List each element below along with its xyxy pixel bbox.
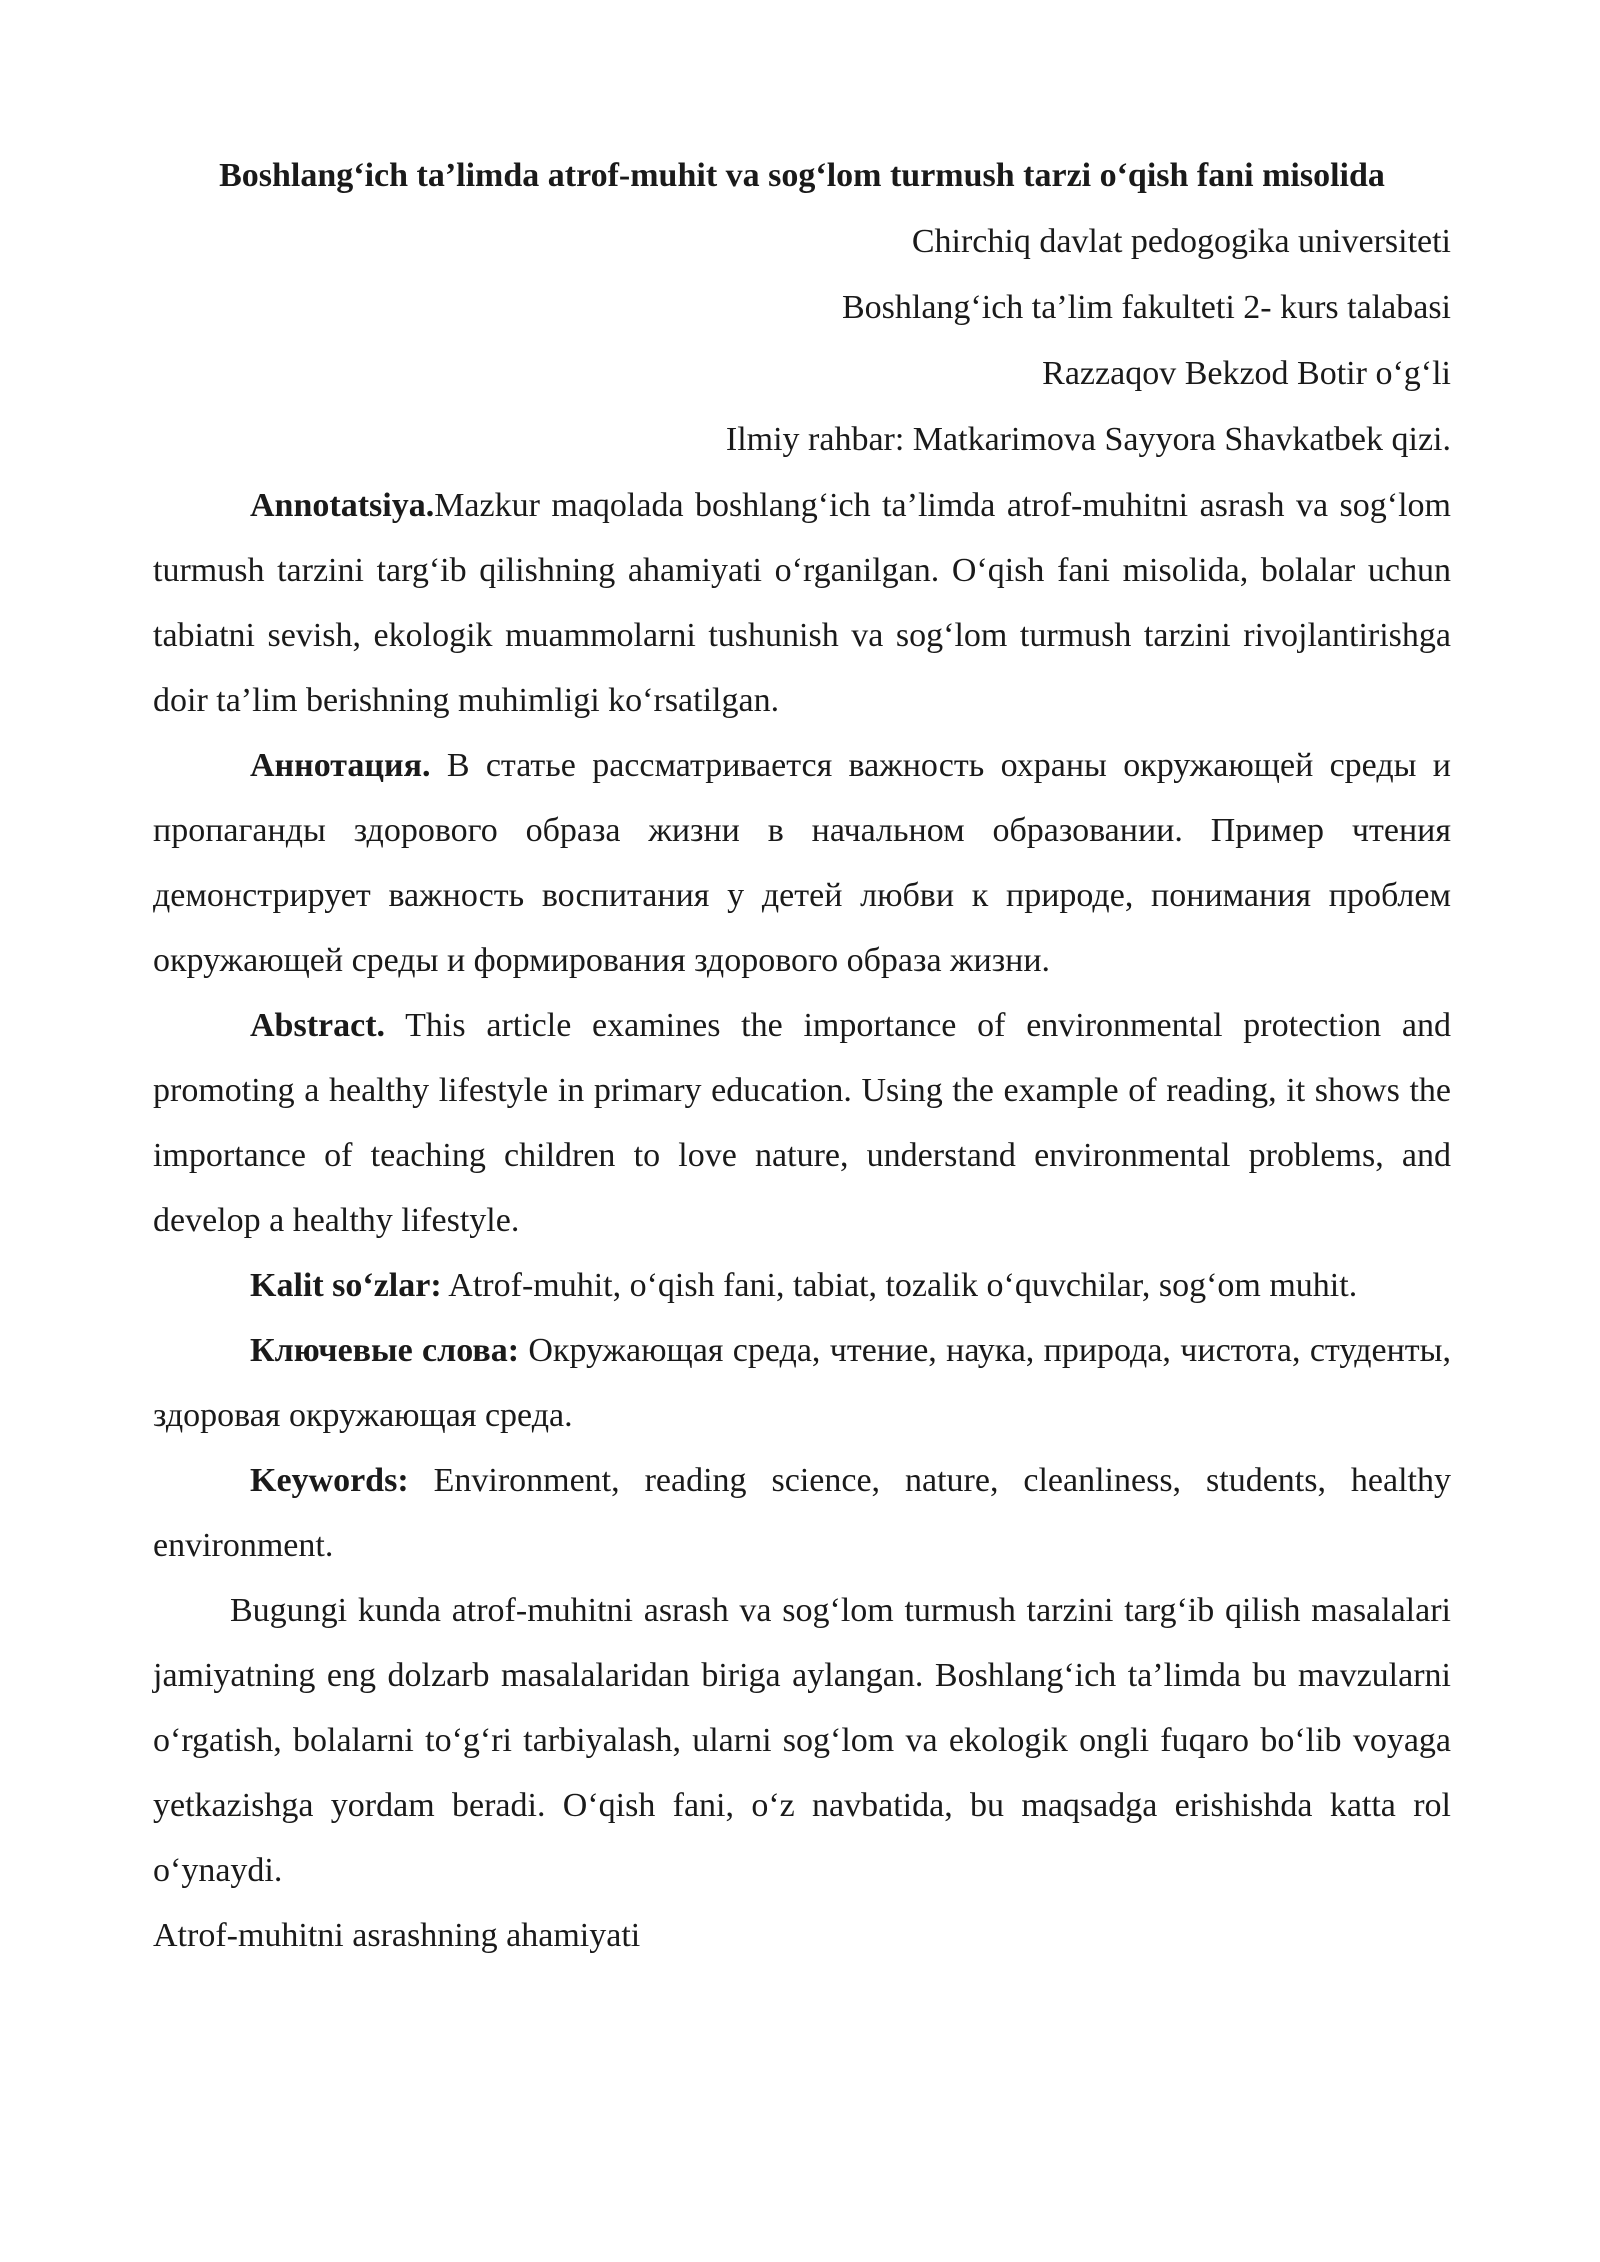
author-block — [153, 209, 1451, 473]
annotation-uz — [153, 473, 1451, 733]
article-title: Boshlang‘ich ta’limda atrof-muhit va sog‘lom turmush tarzi o‘qish fani misolida — [219, 157, 1385, 194]
abstract-en-label: Abstract. — [250, 1007, 386, 1044]
annotation-uz-label: Annotatsiya. — [250, 487, 435, 524]
university-line: Chirchiq davlat pedogogika universiteti — [911, 223, 1451, 260]
keywords-uz-label: Kalit so‘zlar: — [250, 1267, 442, 1304]
section-heading: Atrof-muhitni asrashning ahamiyati — [153, 1917, 641, 1954]
annotation-uz-text: Mazkur maqolada boshlang‘ich ta’limda atrof-muhitni asrash va sog‘lom turmush tarzini targ‘ib qilishning ahamiyati o‘rganilgan. O‘qish fani misolida, bolalar uchun tabiatni sevish, ekologik muammolarni tushunish va sog‘lom turmush tarzini rivojlantirishga doir ta’lim berishning muhimligi ko‘rsatilgan. — [153, 487, 1451, 719]
document-page — [153, 145, 1451, 1968]
faculty-line: Boshlang‘ich ta’lim fakulteti 2- kurs talabasi — [841, 289, 1451, 326]
body-paragraph: Bugungi kunda atrof-muhitni asrash va sog‘lom turmush tarzini targ‘ib qilish masalalari jamiyatning eng dolzarb masalalaridan biriga aylangan. Boshlang‘ich ta’limda bu mavzularni o‘rgatish, bolalarni to‘g‘ri tarbiyalash, ularni sog‘lom va ekologik ongli fuqaro bo‘lib voyaga yetkazishga yordam beradi. O‘qish fani, o‘z navbatida, bu maqsadga erishishda katta rol o‘ynaydi. — [153, 1592, 1451, 1889]
author-line: Razzaqov Bekzod Botir o‘g‘li — [1042, 355, 1451, 392]
annotation-ru — [153, 733, 1451, 993]
keywords-uz-text: Atrof-muhit, o‘qish fani, tabiat, tozalik o‘quvchilar, sog‘om muhit. — [441, 1267, 1358, 1304]
keywords-ru-label: Ключевые слова: — [250, 1332, 520, 1369]
keywords-ru-text: Окружающая среда, чтение, наука, природа, чистота, студенты, здоровая окружающая среда. — [153, 1332, 1451, 1434]
keywords-ru — [153, 1318, 1451, 1448]
abstract-en-text: This article examines the importance of environmental protection and promoting a healthy lifestyle in primary education. Using the example of reading, it shows the importance of teaching children to love nature, understand environmental problems, and develop a healthy lifestyle. — [153, 1007, 1451, 1239]
abstract-en — [153, 993, 1451, 1253]
keywords-en-label: Keywords: — [250, 1462, 409, 1499]
supervisor-line: Ilmiy rahbar: Matkarimova Sayyora Shavkatbek qizi. — [725, 421, 1451, 458]
annotation-ru-text: В статье рассматривается важность охраны окружающей среды и пропаганды здорового образа жизни в начальном образовании. Пример чтения демонстрирует важность воспитания у детей любви к природе, понимания проблем окружающей среды и формирования здорового образа жизни. — [153, 747, 1451, 979]
keywords-uz — [153, 1253, 1451, 1318]
annotation-ru-label: Аннотация. — [250, 747, 431, 784]
keywords-en — [153, 1448, 1451, 1578]
keywords-en-text: Environment, reading science, nature, cleanliness, students, healthy environment. — [153, 1462, 1451, 1564]
